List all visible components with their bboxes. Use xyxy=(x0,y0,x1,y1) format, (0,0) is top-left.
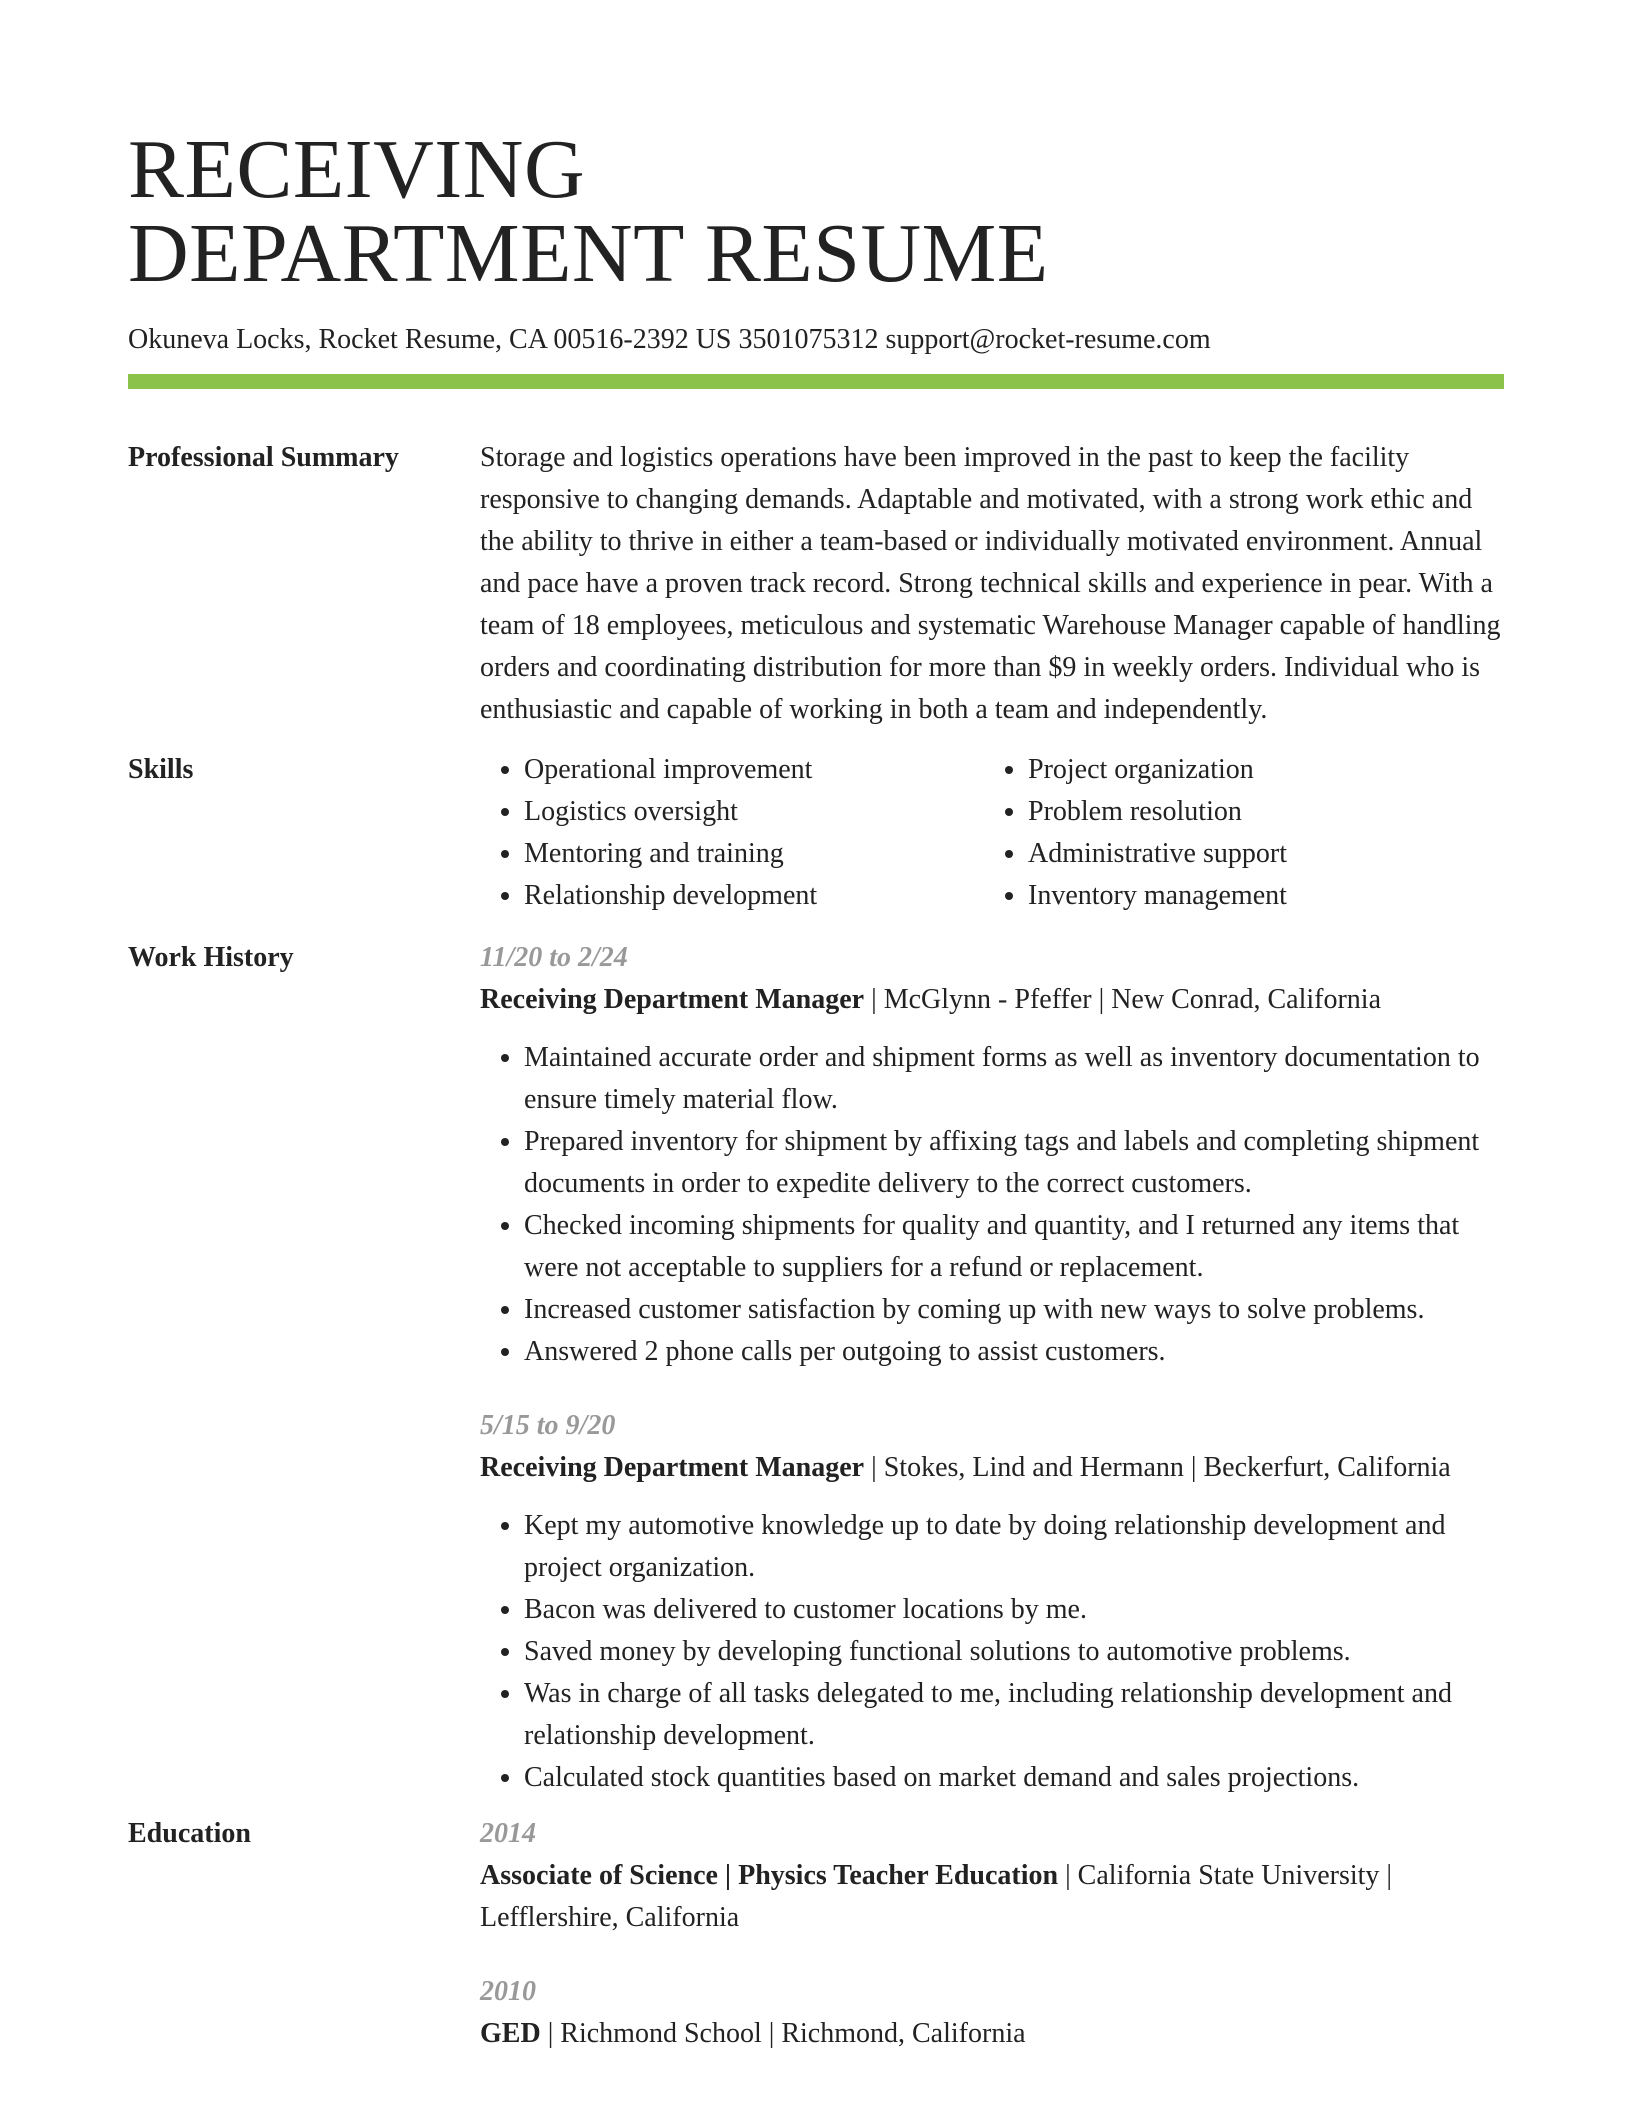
work-history-body xyxy=(480,937,1504,1799)
resume-title-line-2: DEPARTMENT RESUME xyxy=(128,207,1049,300)
skill-item: • Problem resolution xyxy=(1028,791,1488,833)
job-entry xyxy=(480,937,1504,1373)
job-bullet: • Answered 2 phone calls per outgoing to assist customers. xyxy=(524,1331,1504,1373)
job-bullet: • Maintained accurate order and shipment forms as well as inventory documentation to ensure timely material flow. xyxy=(524,1037,1504,1121)
job-bullet: • Prepared inventory for shipment by affixing tags and labels and completing shipment documents in order to expedite delivery to the correct customers. xyxy=(524,1121,1504,1205)
work-history-heading: Work History xyxy=(128,942,294,973)
job-bullet: • Was in charge of all tasks delegated to me, including relationship development and relationship development. xyxy=(524,1673,1504,1757)
skill-item: • Mentoring and training xyxy=(524,833,984,875)
job-title-line xyxy=(480,1447,1504,1489)
education-line xyxy=(480,2013,1504,2055)
job-dates: 11/20 to 2/24 xyxy=(480,942,628,973)
job-bullet: • Saved money by developing functional solutions to automotive problems. xyxy=(524,1631,1504,1673)
job-dates: 5/15 to 9/20 xyxy=(480,1410,616,1441)
job-bullet: • Bacon was delivered to customer locations by me. xyxy=(524,1589,1504,1631)
job-employer-location: | Stokes, Lind and Hermann | Beckerfurt, California xyxy=(864,1452,1451,1483)
skill-item: • Logistics oversight xyxy=(524,791,984,833)
work-history-section xyxy=(128,937,1504,1799)
education-body xyxy=(480,1813,1504,2055)
skill-item: • Operational improvement xyxy=(524,749,984,791)
skill-item: • Administrative support xyxy=(1028,833,1488,875)
contact-info: Okuneva Locks, Rocket Resume, CA 00516-2392 US 3501075312 support@rocket-resume.com xyxy=(128,324,1211,355)
education-school-location: | Richmond School | Richmond, California xyxy=(540,2018,1026,2049)
education-heading: Education xyxy=(128,1818,251,1849)
summary-heading: Professional Summary xyxy=(128,442,399,473)
skills-list-left xyxy=(480,749,984,917)
resume-title xyxy=(128,0,1504,300)
resume-title-line-1: RECEIVING xyxy=(128,123,586,216)
education-degree: GED xyxy=(480,2018,541,2049)
education-school-location: | California State University | Lefflershire, California xyxy=(480,1860,1392,1933)
skills-section xyxy=(128,749,1504,917)
job-bullets xyxy=(480,1505,1504,1799)
education-year: 2010 xyxy=(480,1976,536,2007)
job-title: Receiving Department Manager xyxy=(480,984,865,1015)
summary-body xyxy=(480,437,1504,731)
skill-item: • Project organization xyxy=(1028,749,1488,791)
skills-grid xyxy=(480,749,1504,917)
job-entry xyxy=(480,1405,1504,1799)
job-employer-location: | McGlynn - Pfeffer | New Conrad, California xyxy=(864,984,1382,1015)
skill-item: • Inventory management xyxy=(1028,875,1488,917)
resume-page xyxy=(128,0,1504,2055)
job-bullet: • Increased customer satisfaction by coming up with new ways to solve problems. xyxy=(524,1289,1504,1331)
education-line xyxy=(480,1855,1504,1939)
education-entry xyxy=(480,1971,1504,2055)
job-bullets xyxy=(480,1037,1504,1373)
skill-item: • Relationship development xyxy=(524,875,984,917)
education-section xyxy=(128,1813,1504,2055)
skills-list-right xyxy=(984,749,1488,917)
job-title-line xyxy=(480,979,1504,1021)
summary-text: Storage and logistics operations have been improved in the past to keep the facility responsive to changing demands. Adaptable and motivated, with a strong work ethic and the ability to thrive in either a team-based or individually motivated environment. Annual and pace have a proven track record. Strong technical skills and experience in pear. With a team of 18 employees, meticulous and systematic Warehouse Manager capable of handling orders and coordinating distribution for more than $9 in weekly orders. Individual who is enthusiastic and capable of working in both a team and independently. xyxy=(480,442,1501,725)
education-degree: Associate of Science | Physics Teacher Education xyxy=(480,1860,1059,1891)
education-year: 2014 xyxy=(480,1818,536,1849)
accent-divider xyxy=(128,374,1504,389)
education-entry xyxy=(480,1813,1504,1939)
skills-heading: Skills xyxy=(128,754,194,785)
job-bullet: • Checked incoming shipments for quality and quantity, and I returned any items that were not acceptable to suppliers for a refund or replacement. xyxy=(524,1205,1504,1289)
job-bullet: • Kept my automotive knowledge up to date by doing relationship development and project organization. xyxy=(524,1505,1504,1589)
job-title: Receiving Department Manager xyxy=(480,1452,865,1483)
job-bullet: • Calculated stock quantities based on market demand and sales projections. xyxy=(524,1757,1504,1799)
summary-section xyxy=(128,437,1504,731)
